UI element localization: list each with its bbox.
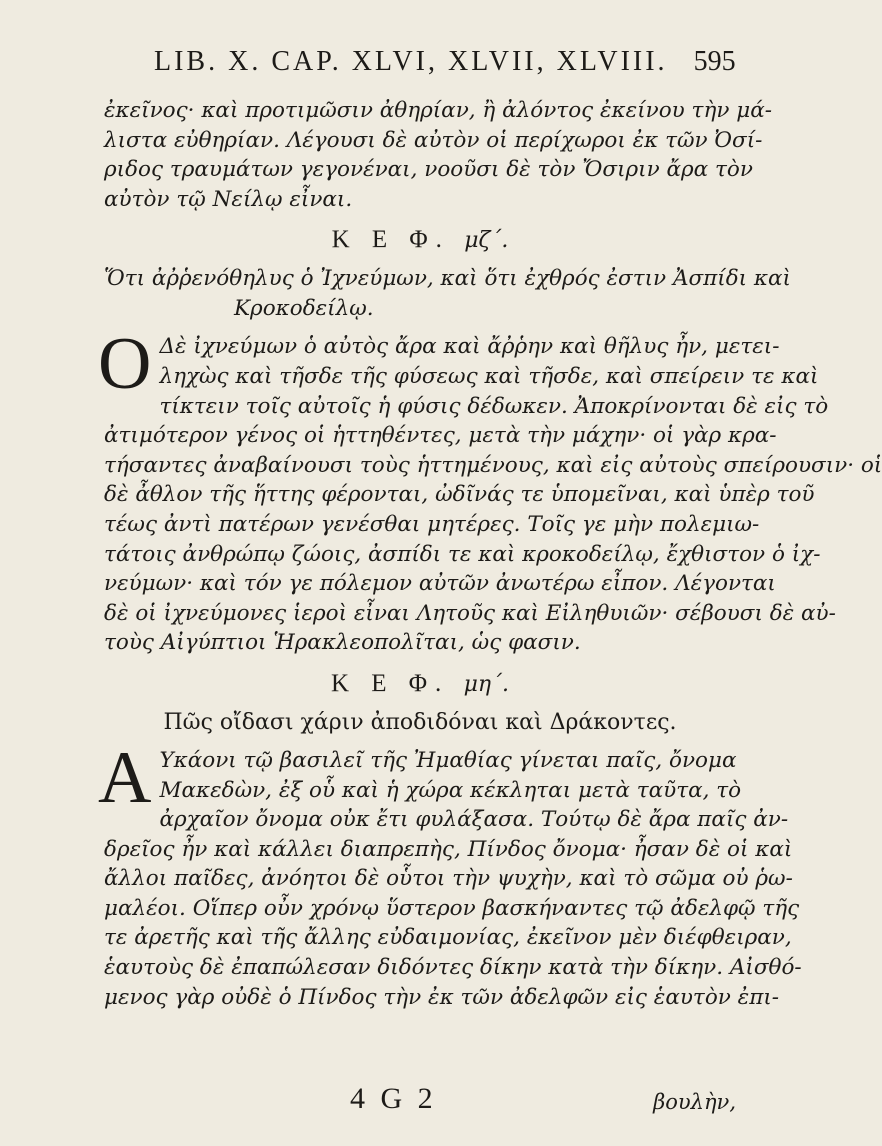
chapter-title-line: Κροκοδείλῳ. (234, 296, 374, 322)
text-line: ἀτιμότερον γένος οἱ ἡττηθέντες, μετὰ τὴν μάχην· οἱ γὰρ κρα- (104, 423, 777, 449)
text-line: Μακεδὼν, ἐξ οὗ καὶ ἡ χώρα κέκληται μετὰ ταῦτα, τὸ (159, 777, 742, 803)
intro-paragraph (104, 96, 772, 214)
text-line: Υκάονι τῷ βασιλεῖ τῆς Ἠμαθίας γίνεται παῖς, ὄνομα (159, 747, 737, 773)
running-head (154, 46, 736, 96)
chapter-47-title (104, 264, 791, 324)
text-line: ἀρχαῖον ὄνομα οὐκ ἔτι φυλάξασα. Τούτῳ δὲ ἄρα παῖς ἀν- (159, 807, 789, 833)
chapter-48-title: Πῶς οἴδασι χάριν ἀποδιδόναι καὶ Δράκοντες. (163, 709, 677, 735)
signature-mark: 4 G 2 (350, 1082, 437, 1115)
drop-cap: Α (98, 736, 152, 819)
drop-cap: Ο (98, 323, 152, 406)
text-line: μαλέοι. Οἵπερ οὖν χρόνῳ ὕστερον βασκήναντες τῷ ἀδελφῷ τῆς (104, 895, 800, 921)
text-line: ληχὼς καὶ τῆσδε τῆς φύσεως καὶ τῆσδε, καὶ σπείρειν τε καὶ (159, 363, 819, 389)
chapter-heading-label: Κ Ε Φ. (330, 669, 450, 697)
text-line: τέως ἀντὶ πατέρων γενέσθαι μητέρες. Τοῖς γε μὴν πολεμιω- (104, 511, 760, 537)
text-line: δὲ ἆθλον τῆς ἥττης φέρονται, ὠδῖνάς τε ὑπομεῖναι, καὶ ὑπὲρ τοῦ (104, 482, 815, 508)
chapter-numeral: μη΄. (463, 671, 510, 697)
running-head-title: LIB. X. CAP. XLVI, XLVII, XLVIII. (154, 46, 668, 77)
chapter-title-line: Ὅτι ἀῤῥενόθηλυς ὁ Ἰχνεύμων, καὶ ὅτι ἐχθρός ἐστιν Ἀσπίδι καὶ (104, 266, 791, 292)
chapter-48-body (98, 736, 802, 1012)
text-line: τήσαντες ἀναβαίνουσι τοὺς ἡττημένους, καὶ εἰς αὐτοὺς σπείρουσιν· οἱ (104, 452, 882, 478)
text-line: τίκτειν τοῖς αὐτοῖς ἡ φύσις δέδωκεν. Ἀποκρίνονται δὲ εἰς τὸ (159, 393, 829, 419)
text-line: Δὲ ἰχνεύμων ὁ αὐτὸς ἄρα καὶ ἄῤῥην καὶ θῆλυς ἦν, μετει- (159, 334, 780, 360)
catchword: βουλὴν, (653, 1090, 736, 1114)
chapter-48-heading (104, 670, 736, 698)
text-line: δρεῖος ἦν καὶ κάλλει διαπρεπὴς, Πίνδος ὄνομα· ἦσαν δὲ οἱ καὶ (104, 836, 793, 862)
text-line: αὐτὸν τῷ Νείλῳ εἶναι. (104, 186, 353, 212)
text-line: ἑαυτοὺς δὲ ἐπαπώλεσαν διδόντες δίκην κατὰ τὴν δίκην. Αἰσθό- (104, 955, 802, 981)
text-line: ριδος τραυμάτων γεγονέναι, νοοῦσι δὲ τὸν Ὄσιριν ἄρα τὸν (104, 157, 753, 183)
page-number: 595 (693, 46, 736, 77)
text-line: τε ἀρετῆς καὶ τῆς ἄλλης εὐδαιμονίας, ἐκεῖνον μὲν διέφθειραν, (104, 925, 792, 951)
text-line: δὲ οἱ ἰχνεύμονες ἱεροὶ εἶναι Λητοῦς καὶ Εἰληθυιῶν· σέβουσι δὲ αὐ- (104, 600, 836, 626)
text-line: τάτοις ἀνθρώπῳ ζώοις, ἀσπίδι τε καὶ κροκοδείλῳ, ἔχθιστον ὁ ἰχ- (104, 541, 821, 567)
text-line: ἐκεῖνος· καὶ προτιμῶσιν ἀθηρίαν, ἢ ἀλόντος ἐκείνου τὴν μά- (104, 98, 772, 123)
text-line: νεύμων· καὶ τόν γε πόλεμον αὐτῶν ἀνωτέρω εἶπον. Λέγονται (104, 571, 776, 597)
chapter-heading-label: Κ Ε Φ. (331, 226, 450, 254)
text-line: τοὺς Αἰγύπτιοι Ἡρακλεοπολῖται, ὡς φασιν. (104, 630, 581, 656)
chapter-47-heading (104, 226, 736, 254)
chapter-numeral: μζ΄. (464, 228, 509, 254)
text-line: μενος γὰρ οὐδὲ ὁ Πίνδος τὴν ἐκ τῶν ἀδελφῶν εἰς ἑαυτὸν ἐπι- (104, 984, 780, 1010)
text-line: λιστα εὐθηρίαν. Λέγουσι δὲ αὐτὸν οἱ περίχωροι ἐκ τῶν Ὀσί- (104, 127, 763, 153)
chapter-47-body (98, 323, 882, 658)
text-line: ἄλλοι παῖδες, ἀνόητοι δὲ οὗτοι τὴν ψυχὴν, καὶ τὸ σῶμα οὐ ῥω- (104, 866, 793, 892)
